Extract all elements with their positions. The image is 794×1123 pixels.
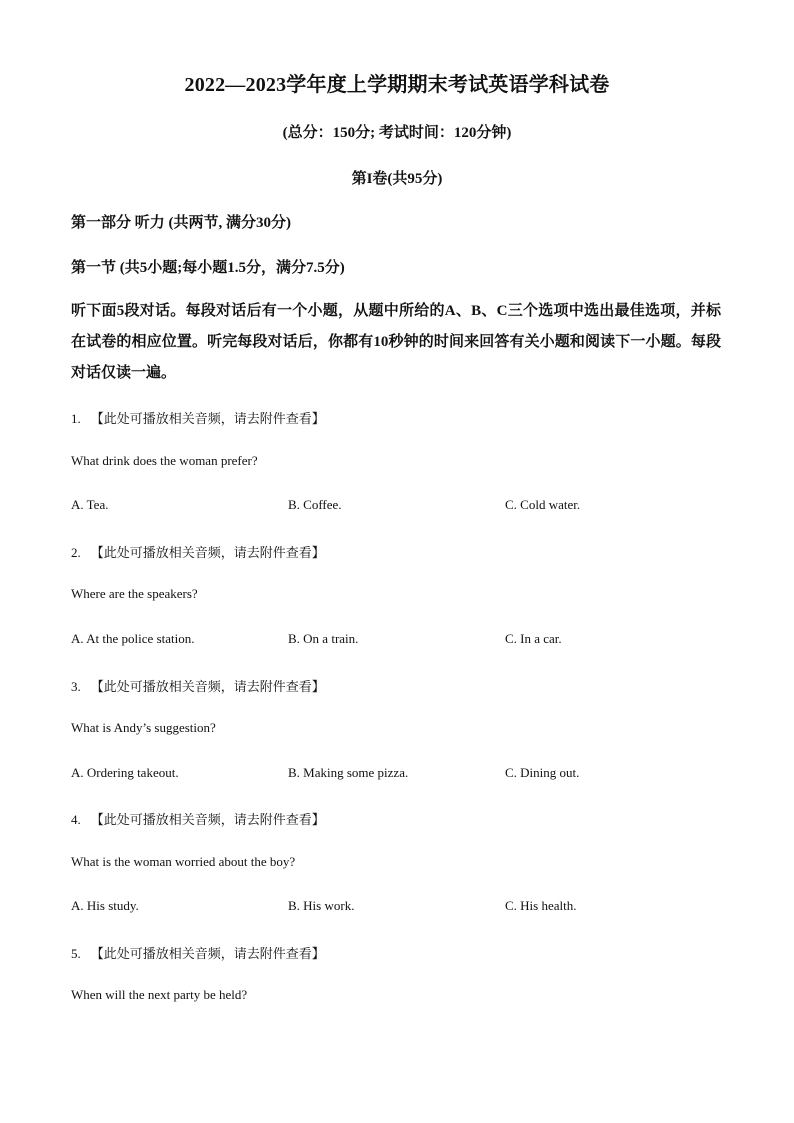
question-3-option-c[interactable]: C. Dining out. <box>505 765 580 780</box>
question-number: 2. <box>71 545 81 560</box>
question-1-option-a[interactable]: A. Tea. <box>71 497 109 512</box>
question-1-option-c[interactable]: C. Cold water. <box>505 497 581 512</box>
question-number: 1. <box>71 411 81 426</box>
question-4-audio[interactable] <box>71 809 325 828</box>
question-2-option-c[interactable]: C. In a car. <box>505 631 562 646</box>
question-2-audio[interactable] <box>71 542 325 561</box>
question-4-option-b[interactable]: B. His work. <box>288 898 355 913</box>
question-2-option-a[interactable]: A. At the police station. <box>71 631 195 646</box>
question-3-prompt: What is Andy’s suggestion? <box>71 720 216 735</box>
volume-heading: 第I卷(共95分) <box>351 171 443 187</box>
question-3-option-b[interactable]: B. Making some pizza. <box>288 765 409 780</box>
audio-note: 【此处可播放相关音频，请去附件查看】 <box>90 679 325 694</box>
section1-heading: 第一节 (共5小题;每小题1.5分，满分7.5分) <box>71 260 345 276</box>
question-number: 5. <box>71 946 81 961</box>
question-1-option-b[interactable]: B. Coffee. <box>288 497 342 512</box>
question-3-option-a[interactable]: A. Ordering takeout. <box>71 765 179 780</box>
question-4-prompt: What is the woman worried about the boy? <box>71 854 296 869</box>
question-4-option-c[interactable]: C. His health. <box>505 898 577 913</box>
part1-heading: 第一部分 听力 (共两节, 满分30分) <box>71 215 291 231</box>
question-3-audio[interactable] <box>71 676 325 695</box>
audio-note: 【此处可播放相关音频，请去附件查看】 <box>90 545 325 560</box>
listening-instructions: 听下面5段对话。每段对话后有一个小题，从题中所给的A、B、C三个选项中选出最佳选项，并标在试卷的相应位置。听完每段对话后，你都有10秒钟的时间来回答有关小题和阅读下一小题。每段对话仅读一遍。 <box>71 303 721 381</box>
audio-note: 【此处可播放相关音频，请去附件查看】 <box>90 946 325 961</box>
question-4-option-a[interactable]: A. His study. <box>71 898 139 913</box>
question-5-audio[interactable] <box>71 943 325 962</box>
audio-note: 【此处可播放相关音频，请去附件查看】 <box>90 812 325 827</box>
question-2-prompt: Where are the speakers? <box>71 586 198 601</box>
question-number: 3. <box>71 679 81 694</box>
question-1-prompt: What drink does the woman prefer? <box>71 453 258 468</box>
exam-subtitle: (总分：150分; 考试时间：120分钟) <box>282 125 512 141</box>
question-number: 4. <box>71 812 81 827</box>
question-5-prompt: When will the next party be held? <box>71 987 248 1002</box>
audio-note: 【此处可播放相关音频，请去附件查看】 <box>90 411 325 426</box>
question-2-option-b[interactable]: B. On a train. <box>288 631 359 646</box>
exam-title: 2022—2023学年度上学期期末考试英语学科试卷 <box>184 74 610 96</box>
question-1-audio[interactable] <box>71 408 325 427</box>
